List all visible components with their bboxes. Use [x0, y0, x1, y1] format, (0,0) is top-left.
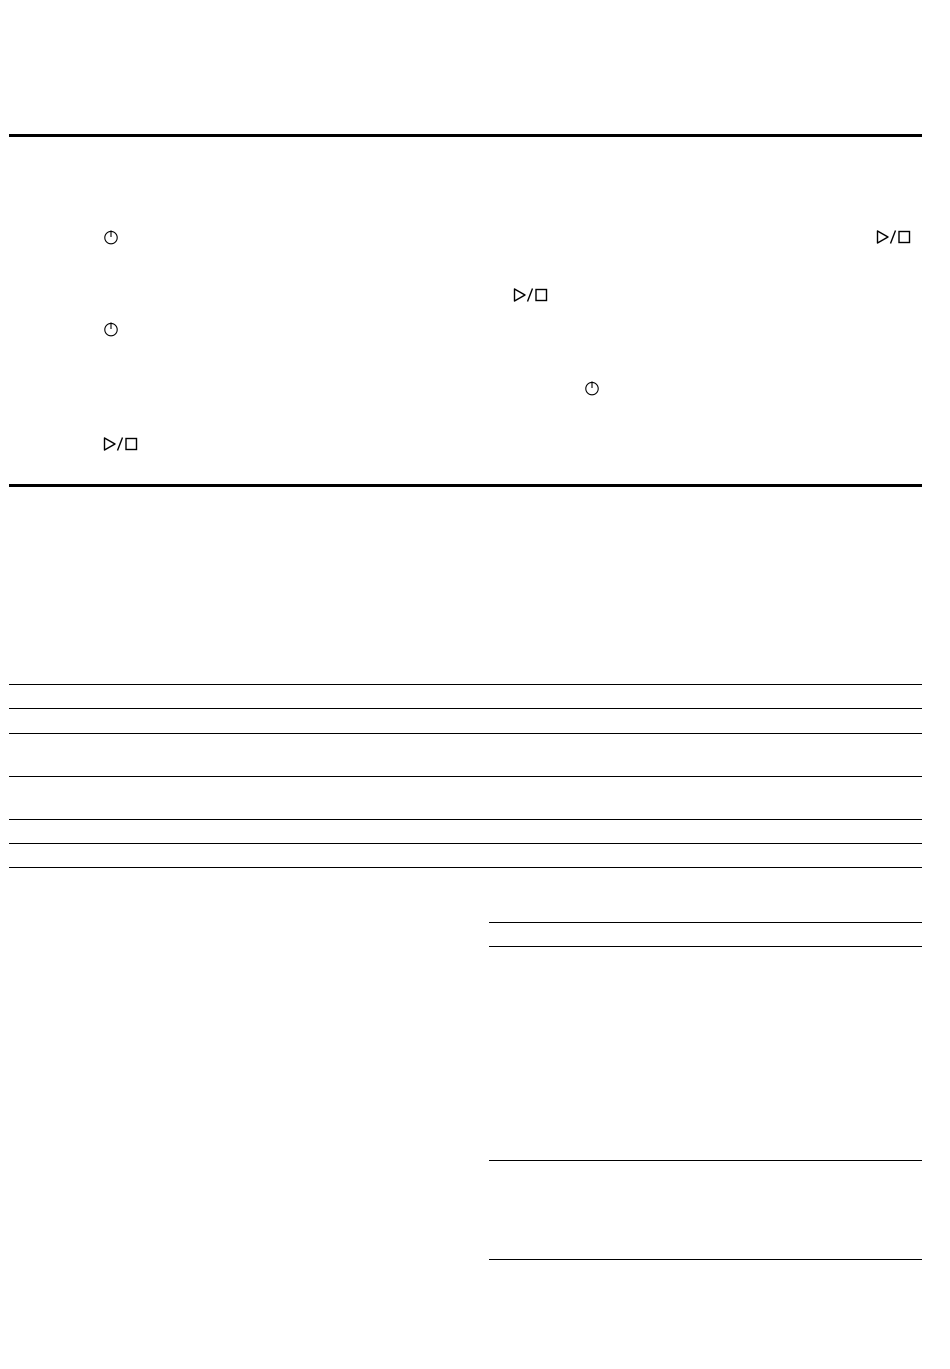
- table-row-divider: [9, 843, 922, 844]
- power-icon: [103, 321, 119, 337]
- start-stop-icon: [103, 436, 139, 452]
- table-row-divider: [489, 922, 922, 923]
- table-row-divider: [9, 708, 922, 709]
- section-top-rule: [9, 134, 922, 137]
- table-row-divider: [489, 946, 922, 947]
- table-row-divider: [9, 819, 922, 820]
- table-row-divider: [489, 1160, 922, 1161]
- table-row-divider: [9, 776, 922, 777]
- power-icon: [103, 229, 119, 245]
- power-icon: [584, 380, 600, 396]
- table-row-divider: [9, 733, 922, 734]
- start-stop-icon: [876, 229, 912, 245]
- start-stop-icon: [513, 287, 549, 303]
- table-row-divider: [489, 1259, 922, 1260]
- table-row-divider: [9, 867, 922, 868]
- section-bottom-rule: [9, 484, 922, 487]
- table-row-divider: [9, 684, 922, 685]
